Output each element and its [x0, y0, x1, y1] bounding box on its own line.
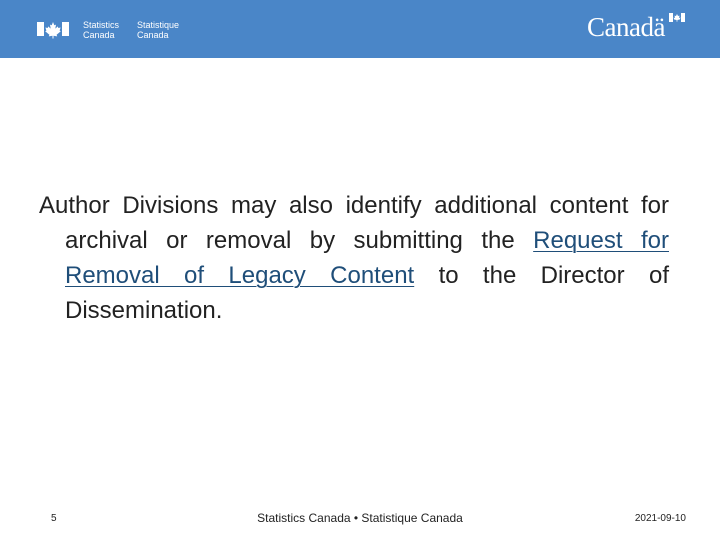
footer-date: 2021-09-10 [634, 513, 686, 524]
agency-name-french [137, 20, 179, 40]
canada-flag-icon [37, 20, 69, 40]
agency-name-english [83, 20, 119, 40]
paragraph-start: Author Divisions may also identify additional content for archival or removal by submitting the [39, 192, 669, 254]
agency-en-line2: Canada [83, 30, 115, 40]
header-bar [0, 0, 720, 58]
main-paragraph [39, 188, 669, 328]
paragraph-end: to the Director of Dissemination. [65, 262, 670, 324]
agency-fr-line2: Canada [137, 30, 169, 40]
footer-agency-text: Statistics Canada • Statistique Canada [257, 511, 463, 525]
wordmark-flag-icon [669, 13, 685, 22]
agency-en-line1: Statistics [83, 20, 120, 30]
agency-fr-line1: Statistique [137, 20, 180, 30]
removal-request-link[interactable]: Request for Removal of Legacy Content [65, 227, 669, 289]
canada-wordmark: Canadä [587, 12, 665, 42]
page-number: 5 [51, 513, 57, 524]
